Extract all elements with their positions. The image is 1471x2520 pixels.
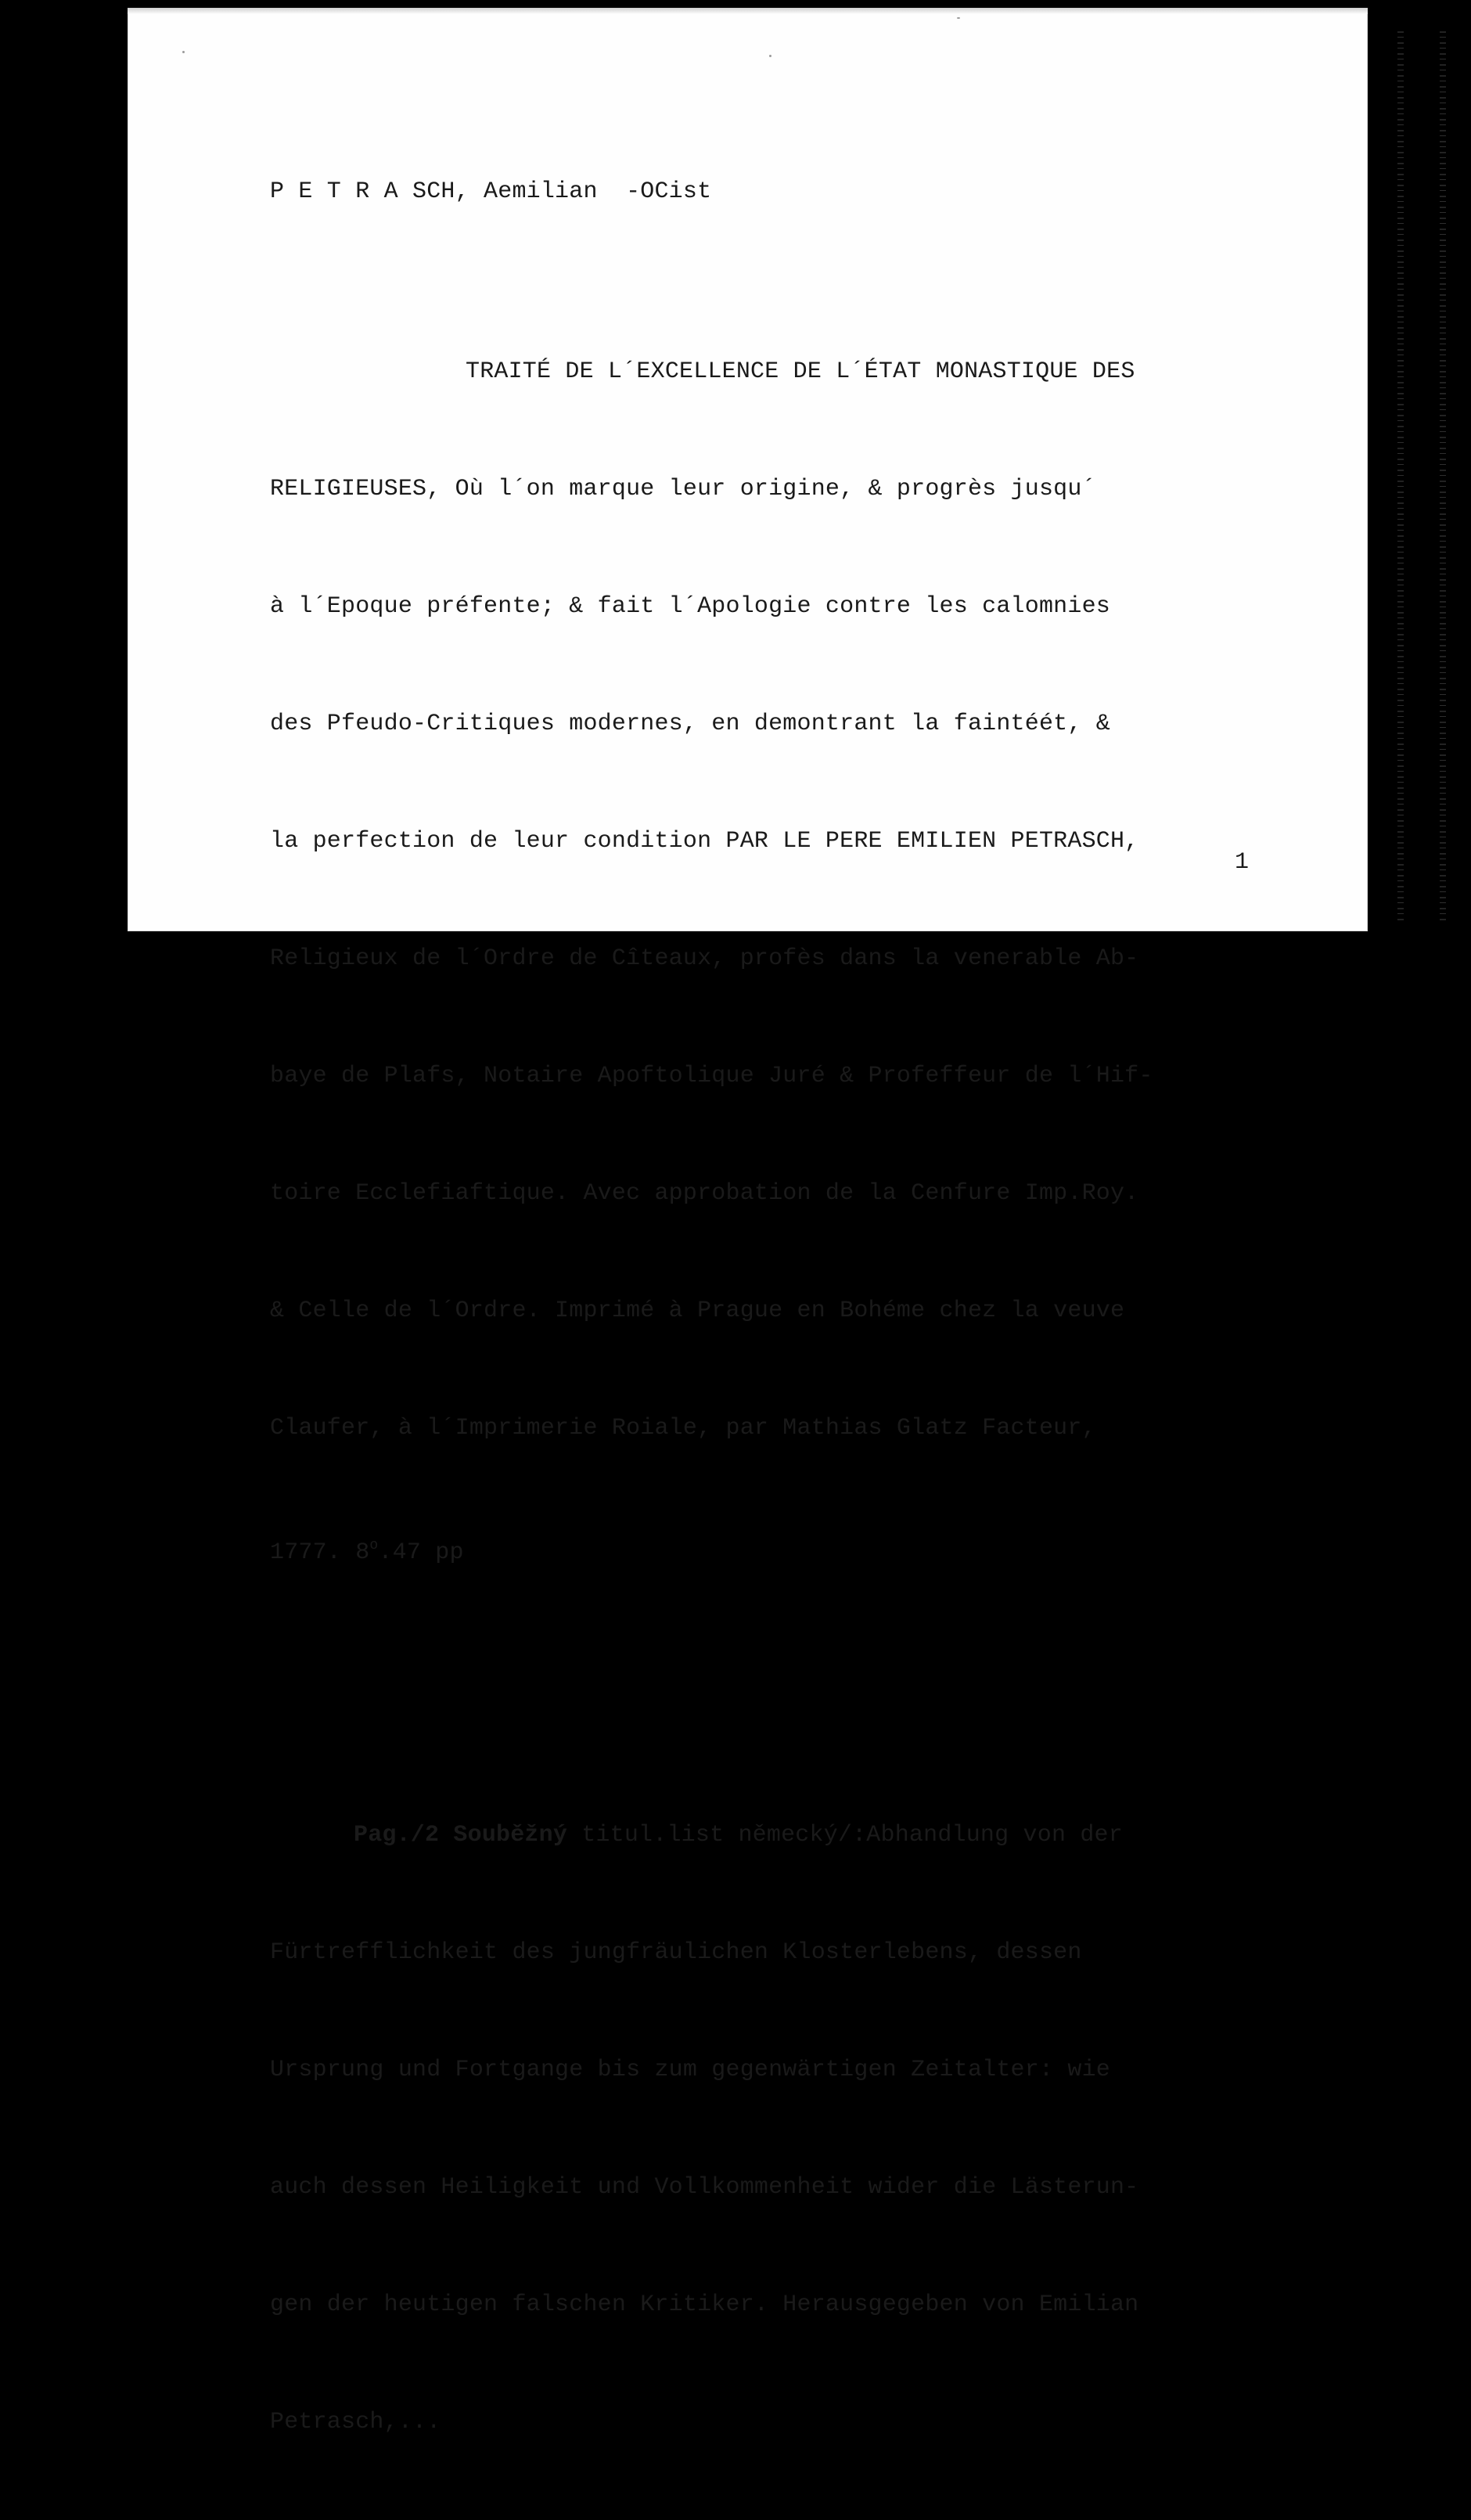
scan-speck <box>182 51 185 53</box>
entry-line: RELIGIEUSES, Où l´on marque leur origine, & progrès jusqu´ <box>270 476 1096 502</box>
imprint-pages: .47 pp <box>378 1539 464 1566</box>
entry-line: des Pfeudo-Critiques modernes, en demontrant la faintéét, & <box>270 711 1110 737</box>
imprint-year: 1777. 8 <box>270 1539 370 1566</box>
entry-line: à l´Epoque préfente; & fait l´Apologie contre les calomnies <box>270 593 1110 620</box>
card-top-edge <box>128 8 1368 14</box>
scan-noise <box>1440 31 1446 923</box>
entry-line: TRAITÉ DE L´EXCELLENCE DE L´ÉTAT MONASTIQUE DES <box>466 358 1135 385</box>
note-line: Petrasch,... <box>270 2409 441 2435</box>
scan-speck <box>769 55 771 57</box>
entry-line: baye de Plafs, Notaire Apoftolique Juré & Profeffeur de l´Hif- <box>270 1063 1153 1089</box>
entry-line: toire Ecclefiaftique. Avec approbation de la Cenfure Imp.Roy. <box>270 1180 1139 1207</box>
note-first-text: titul.list německý/:Abhandlung von der <box>567 1822 1123 1849</box>
page-number: 1 <box>1235 849 1250 876</box>
scan-speck <box>957 17 960 19</box>
scan-border-strip <box>1368 0 1471 939</box>
entry-line: Claufer, à l´Imprimerie Roiale, par Mathias Glatz Facteur, <box>270 1415 1096 1442</box>
note-line: Fürtrefflichkeit des jungfräulichen Klosterlebens, dessen <box>270 1939 1082 1966</box>
entry-line: Religieux de l´Ordre de Cîteaux, profès dans la venerable Ab- <box>270 945 1139 972</box>
entry-line: la perfection de leur condition PAR LE PERE EMILIEN PETRASCH, <box>270 828 1139 855</box>
card-text <box>270 94 1153 2520</box>
note-line: gen der heutigen falschen Kritiker. Herausgegeben von Emilian <box>270 2291 1139 2318</box>
note-prefix: Pag./2 Souběžný <box>354 1822 568 1849</box>
imprint-line <box>270 1526 1153 1565</box>
note-line: auch dessen Heiligkeit und Vollkommenheit wider die Lästerun- <box>270 2174 1139 2201</box>
author-heading: P E T R A SCH, Aemilian -OCist <box>270 178 712 205</box>
entry-line: & Celle de l´Ordre. Imprimé à Prague en Bohéme chez la veuve <box>270 1298 1125 1324</box>
format-superscript: o <box>369 1538 379 1553</box>
note-first-line <box>270 1816 1153 1855</box>
scan-noise <box>1397 31 1404 923</box>
note-line: Ursprung und Fortgange bis zum gegenwärtigen Zeitalter: wie <box>270 2057 1110 2083</box>
